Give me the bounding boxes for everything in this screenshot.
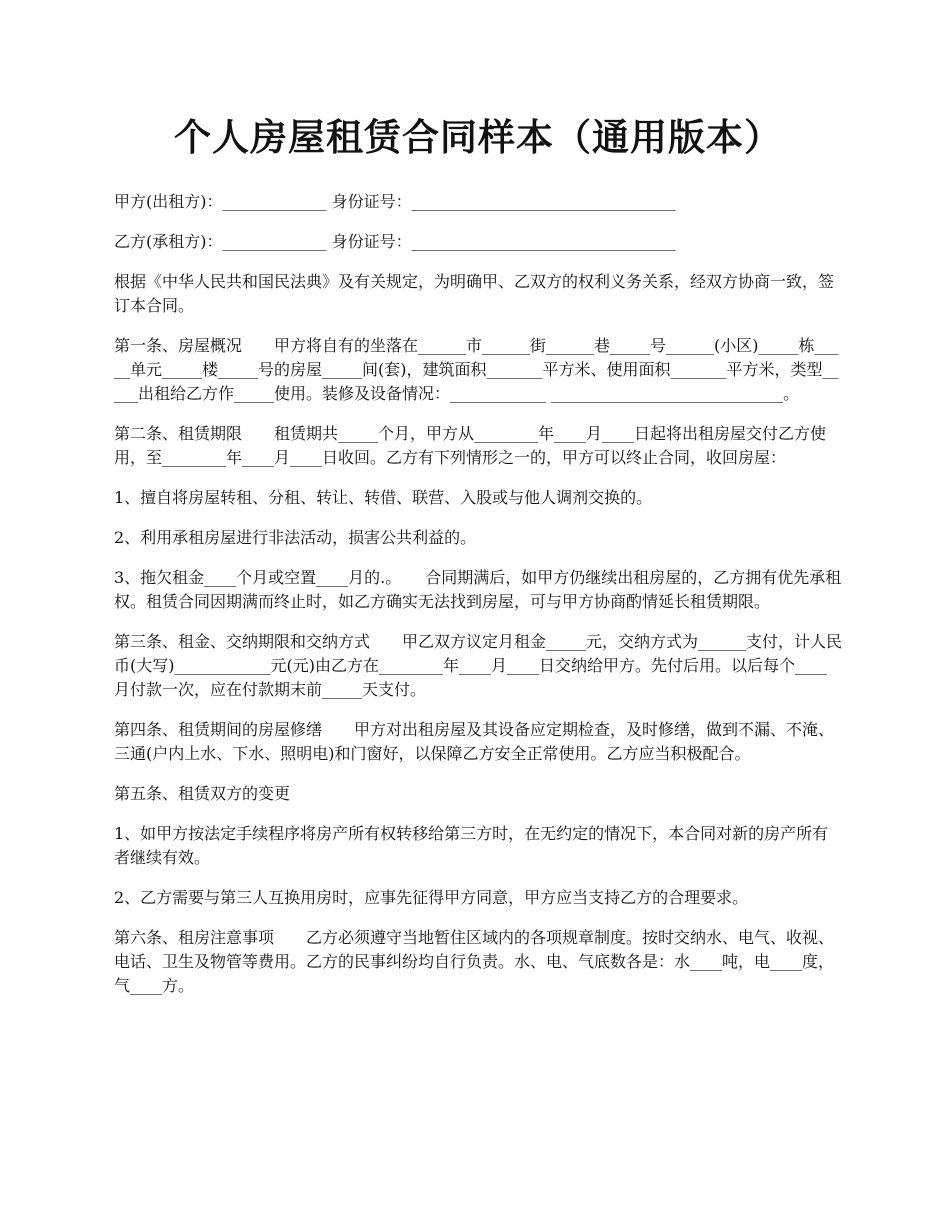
article-2-item-2: 2、利用承租房屋进行非法活动，损害公共利益的。 [114,528,477,547]
article-3-paragraph: 第三条、租金、交纳期限和交纳方式 甲乙双方议定月租金_____元，交纳方式为______支付，计人民币(大写)____________元(元)由乙方在________年____月____日交纳给甲方。先付后用。以后每个____月付款一次，应在付款期末前_____天支付。 [114,632,843,699]
article-4-paragraph: 第四条、租赁期间的房屋修缮 甲方对出租房屋及其设备应定期检查，及时修缮，做到不漏、不淹、三通(户内上水、下水、照明电)和门窗好，以保障乙方安全正常使用。乙方应当积极配合。 [114,720,835,763]
article-1-paragraph: 第一条、房屋概况 甲方将自有的坐落在______市______街______巷_____号______(小区)_____栋_____单元_____楼_____号的房屋_____间(套)，建筑面积_______平方米、使用面积_______平方米，类型_____出租给乙方作_____使用。装修及设备情况：____________ _____________________________。 [114,336,839,403]
article-2-item-3: 3、拖欠租金____个月或空置____月的.。 合同期满后，如甲方仍继续出租房屋的，乙方拥有优先承租权。租赁合同因期满而终止时，如乙方确实无法找到房屋，可与甲方协商酌情延长租赁期限。 [114,568,842,611]
party-b-line: 乙方(承租方)：_____________ 身份证号：_________________________________ [114,232,676,251]
article-2-paragraph: 第二条、租赁期限 租赁期共_____个月，甲方从________年____月____日起将出租房屋交付乙方使用，至________年____月____日收回。乙方有下列情形之一的，甲方可以终止合同，收回房屋： [114,424,827,467]
party-a-line: 甲方(出租方)：_____________ 身份证号：_________________________________ [114,192,676,211]
article-2-item-1: 1、擅自将房屋转租、分租、转让、转借、联营、入股或与他人调剂交换的。 [114,488,653,507]
article-6-paragraph: 第六条、租房注意事项 乙方必须遵守当地暂住区域内的各项规章制度。按时交纳水、电气、收视、电话、卫生及物管等费用。乙方的民事纠纷均自行负责。水、电、气底数各是：水____吨，电____度，气____方。 [114,928,835,995]
article-5-item-2: 2、乙方需要与第三人互换用房时，应事先征得甲方同意，甲方应当支持乙方的合理要求。 [114,888,749,907]
article-5-heading: 第五条、租赁双方的变更 [114,784,291,803]
article-5-item-1: 1、如甲方按法定手续程序将房产所有权转移给第三方时，在无约定的情况下，本合同对新的房产所有者继续有效。 [114,824,829,867]
preamble-paragraph: 根据《中华人民共和国民法典》及有关规定，为明确甲、乙双方的权利义务关系，经双方协商一致，签订本合同。 [114,272,835,315]
document-title: 个人房屋租赁合同样本（通用版本） [174,115,782,159]
